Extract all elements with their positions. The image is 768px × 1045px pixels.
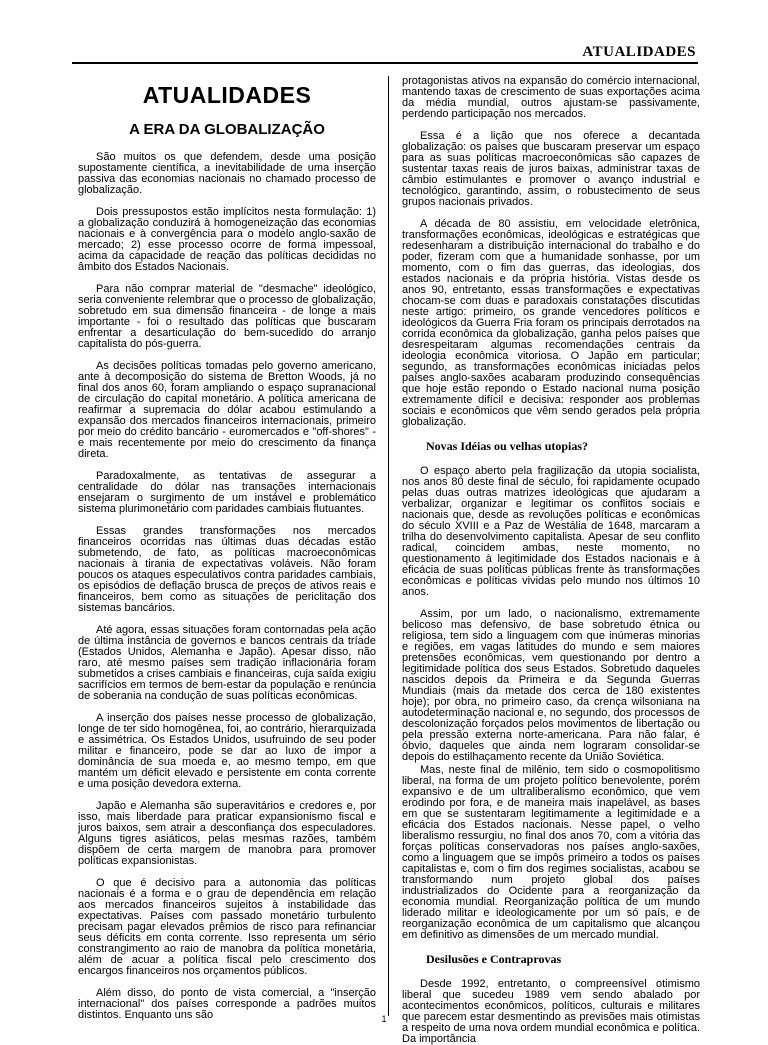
column-separator xyxy=(388,76,389,1016)
paragraph: Até agora, essas situações foram contornadas pela ação de última instância de governos e bancos centrais da tríade (Estados Unidos, Alemanha e Japão). Apesar disso, não raro, até mesmo países sem tradição inflacionária foram submetidos a crises cambiais e financeiras, cuja saída exigiu sacrifícios em termos de bem-estar da população e renúncia de soberania na condução de suas políticas econômicas. xyxy=(78,624,376,702)
paragraph: Assim, por um lado, o nacionalismo, extremamente belicoso mas defensivo, de base sobretudo étnica ou religiosa, tem sido a linguagem com que inúmeras minorias e regiões, em vagas latitudes do mundo e sem maiores pretensões econômicas, vem questionando por dentro a legitimidade política dos seus Estados. Sobretudo daqueles nascidos depois da Primeira e da Segunda Guerras Mundiais (mais da metade dos cerca de 180 existentes hoje); por obra, no primeiro caso, da crença wilsoniana na autodeterminação nacional e, no segundo, dos processos de descolonização forçados pelos movimentos de libertação ou pela pressão externa norte-americana. Para não falar, é óbvio, daqueles que ainda nem lograram consolidar-se depois do estilhaçamento recente da União Soviética. xyxy=(402,608,700,763)
page-number: 1 xyxy=(381,1014,387,1024)
section-heading: Novas Idéias ou velhas utopias? xyxy=(426,439,589,453)
paragraph: São muitos os que defendem, desde uma posição supostamente científica, a inevitabilidade de uma inserção passiva das economias nacionais no chamado processo de globalização. xyxy=(78,151,376,196)
paragraph: As decisões políticas tomadas pelo governo americano, ante à decomposição do sistema de Bretton Woods, já no final dos anos 60, foram ampliando o espaço supranacional de circulação do capital monetário. A política americana de reafirmar a supremacia do dólar acabou estimulando a expansão dos mercados financeiros internacionais, primeiro por meio do crédito bancário - euromercados e "off-shores" - e mais recentemente por meio do crescimento da finança direta. xyxy=(78,360,376,460)
header-rule xyxy=(72,62,698,64)
paragraph: A década de 80 assistiu, em velocidade eletrônica, transformações econômicas, ideológicas e estratégicas que redesenharam a distribuição internacional do trabalho e do poder, fizeram com que a humanidade sonhasse, por um momento, com o fim das guerras, das ideologias, dos estados nacionais e da própria história. Vistas desde os anos 90, entretanto, essas transformações e expectativas chocam-se com duas e paradoxais constatações discutidas neste artigo: primeiro, os grande vencedores políticos e ideológicos da Guerra Fria foram os principais derrotados na corrida econômica da globalização, ganha pelos países que desrespeitaram algumas recomendações centrais da ideologia econômica vitoriosa. O Japão em particular; segundo, as transformações econômicas iniciadas pelos países anglo-saxões acabaram produzindo consequências que hoje estão repondo o Estado nacional numa posição extremamente difícil e decisiva: responder aos problemas sociais e econômicos que vêm sendo gerados pela própria globalização. xyxy=(402,218,700,428)
paragraph: Japão e Alemanha são superavitários e credores e, por isso, mais liberdade para praticar expansionismo fiscal e juros baixos, sem atrair a desconfiança dos especuladores. Alguns tigres asiáticos, pelas mesmas razões, também dispõem de certa margem de manobra para promover políticas expansionistas. xyxy=(78,800,376,867)
section-heading: Desilusões e Contraprovas xyxy=(426,952,562,966)
paragraph: O espaço aberto pela fragilização da utopia socialista, nos anos 80 deste final de século, foi rapidamente ocupado pelas duas outras matrizes ideológicas que ajudaram a verbalizar, organizar e legitimar os conflitos sociais e nacionais que, desde as revoluções políticas e econômicas do século XVIII e a Paz de Westália de 1648, marcaram a trilha do desenvolvimento capitalista. Apesar de seu conflito radical, coincidem ambas, neste momento, no questionamento à legitimidade dos Estados nacionais e à eficácia de suas políticas públicas frente às transformações econômicas e políticas vividas pelo mundo nos últimos 10 anos. xyxy=(402,465,700,598)
paragraph: Além disso, do ponto de vista comercial, a "inserção internacional" dos países corresponde a padrões muitos distintos. Enquanto uns são xyxy=(78,987,376,1021)
paragraph: Essa é a lição que nos oferece a decantada globalização: os países que buscaram preservar um espaço para as suas políticas macroeconômicas são capazes de sustentar taxas reais de juros baixas, administrar taxas de câmbio estimulantes e promover o avanço industrial e tecnológico, garantindo, assim, o robustecimento de seus grupos nacionais privados. xyxy=(402,130,700,208)
paragraph: Desde 1992, entretanto, o compreensível otimismo liberal que sucedeu 1989 vem sendo abalado por acontecimentos econômicos, políticos, culturais e militares que parecem estar desmentindo as previsões mais otimistas a respeito de uma nova ordem mundial econômica e política. Da importância xyxy=(402,978,700,1045)
paragraph: Mas, neste final de milênio, tem sido o cosmopolitismo liberal, na forma de um projeto político benevolente, porém expansivo e de um ultraliberalismo econômico, que vem erodindo por fora, e de maneira mais inapelável, as bases em que se sustentaram legitimamente a legitimidade e a eficácia dos Estados nacionais. Nesse papel, o velho liberalismo ressurgiu, no final dos anos 70, com a vitória das forças políticas conservadoras nos países anglo-saxões, como a linguagem que se impôs primeiro a todos os países capitalistas e, com o fim dos regimes socialistas, acabou se transformando num projeto global dos países industrializados do Ocidente para a reorganização da economia mundial. Reorganização política de um mundo liderado militar e ideologicamente por um só país, e de reorganização econômica de um capitalismo que alcançou em definitivo as dimensões de um mercado mundial. xyxy=(402,764,700,941)
paragraph: Para não comprar material de "desmache" ideológico, seria conveniente relembrar que o processo de globalização, sobretudo em sua dimensão financeira - de longe a mais importante - foi o resultado das políticas que buscaram enfrentar a desarticulação do bem-sucedido do arranjo capitalista do pós-guerra. xyxy=(78,283,376,350)
paragraph: A inserção dos países nesse processo de globalização, longe de ter sido homogênea, foi, ao contrário, hierarquizada e assimétrica. Os Estados Unidos, usufruindo de seu poder militar e financeiro, pode se dar ao luxo de impor a dominância de sua moeda e, ao mesmo tempo, em que mantém um déficit elevado e persistente em conta corrente e uma posição devedora externa. xyxy=(78,712,376,790)
paragraph: Paradoxalmente, as tentativas de assegurar a centralidade do dólar nas transações internacionais ensejaram o surgimento de um instável e problemático sistema plurimonetário com paridades cambiais flutuantes. xyxy=(78,470,376,515)
article-title: A ERA DA GLOBALIZAÇÃO xyxy=(129,121,325,138)
left-column xyxy=(78,76,376,1021)
paragraph: Dois pressupostos estão implícitos nesta formulação: 1) a globalização conduzirá à homogeneização das economias nacionais e à convergência para o modelo anglo-saxão de mercado; 2) esse processo ocorre de forma impessoal, acima da capacidade de reação das políticas decididas no âmbito dos Estados Nacionais. xyxy=(78,206,376,273)
right-column xyxy=(402,75,700,1045)
paragraph: O que é decisivo para a autonomia das políticas nacionais é a forma e o grau de dependência em relação aos mercados financeiros sujeitos à instabilidade das expectativas. Países com passado monetário turbulento precisam pagar elevados prêmios de risco para refinanciar seus déficits em conta corrente. Isso representa um sério constrangimento ao raio de manobra da política monetária, além de acuar a política fiscal pelo crescimento dos encargos financeiros nos orçamentos públicos. xyxy=(78,877,376,977)
page-title: ATUALIDADES xyxy=(142,82,312,108)
paragraph: Essas grandes transformações nos mercados financeiros ocorridas nas últimas duas décadas estão submetendo, de fato, as políticas macroeconômicas nacionais à tirania de expectativas voláveis. Não foram poucos os ataques especulativos contra paridades cambiais, os episódios de deflação brusca de preços de ativos reais e financeiros, bem como as situações de periclitação dos sistemas bancários. xyxy=(78,525,376,614)
running-head: ATUALIDADES xyxy=(582,44,696,60)
paragraph: protagonistas ativos na expansão do comércio internacional, mantendo taxas de crescimento de suas exportações acima da média mundial, outros ajustam-se passivamente, perdendo participação nos mercados. xyxy=(402,75,700,120)
